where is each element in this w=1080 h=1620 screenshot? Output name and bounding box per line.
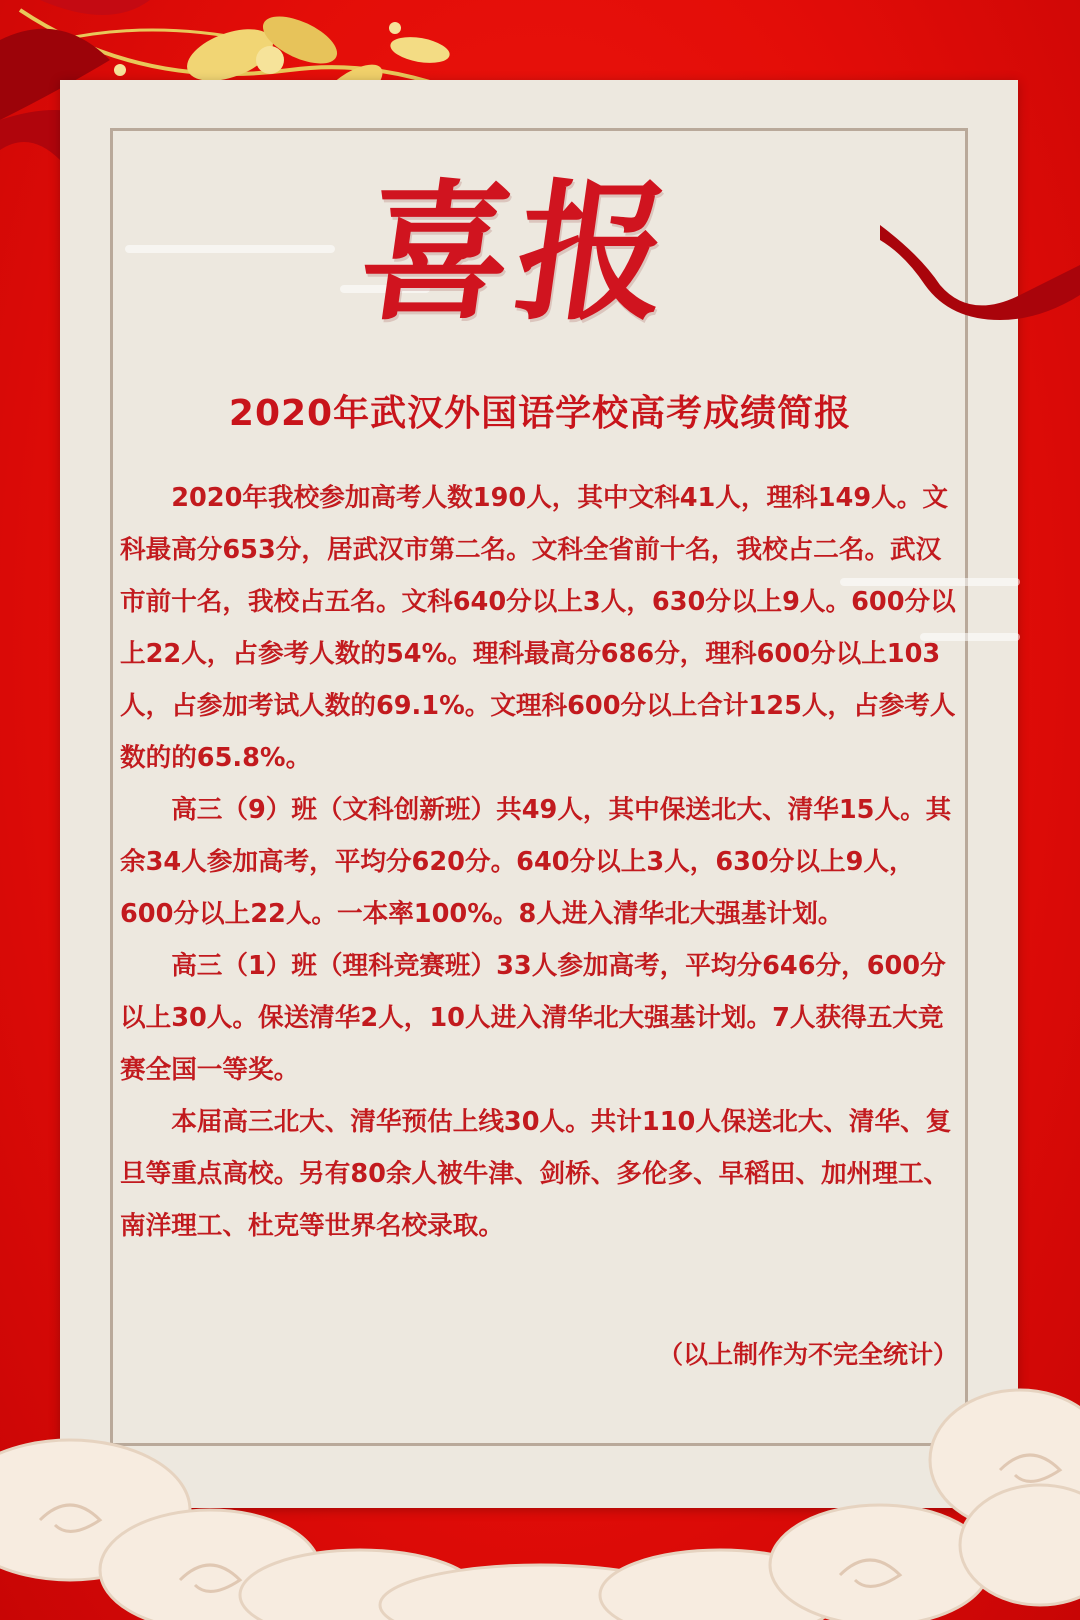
page-title: 2020年武汉外国语学校高考成绩简报 bbox=[228, 393, 852, 434]
cloud-icon bbox=[0, 1380, 1080, 1620]
report-body bbox=[120, 472, 965, 1252]
paragraph-class-1: 高三（1）班（理科竞赛班）33人参加高考，平均分646分，600分以上30人。保送清华2人，10人进入清华北大强基计划。7人获得五大竞赛全国一等奖。 bbox=[120, 951, 946, 1085]
paragraph-class-9: 高三（9）班（文科创新班）共49人，其中保送北大、清华15人。其余34人参加高考，平均分620分。640分以上3人，630分以上9人，600分以上22人。一本率100%。8人进入清华北大强基计划。 bbox=[120, 795, 952, 929]
footnote: （以上制作为不完全统计） bbox=[657, 1340, 958, 1369]
red-ribbon-icon bbox=[880, 225, 1080, 335]
headline-calligraphy: 喜报 bbox=[349, 165, 687, 341]
paragraph-summary: 本届高三北大、清华预估上线30人。共计110人保送北大、清华、复旦等重点高校。另有80余人被牛津、剑桥、多伦多、早稻田、加州理工、南洋理工、杜克等世界名校录取。 bbox=[120, 1107, 952, 1241]
paragraph-overview: 2020年我校参加高考人数190人，其中文科41人，理科149人。文科最高分653分，居武汉市第二名。文科全省前十名，我校占二名。武汉市前十名，我校占五名。文科640分以上3人，630分以上9人。600分以上22人，占参考人数的54%。理科最高分686分，理科600分以上103人，占参加考试人数的69.1%。文理科600分以上合计125人，占参考人数的的65.8%。 bbox=[120, 483, 956, 773]
